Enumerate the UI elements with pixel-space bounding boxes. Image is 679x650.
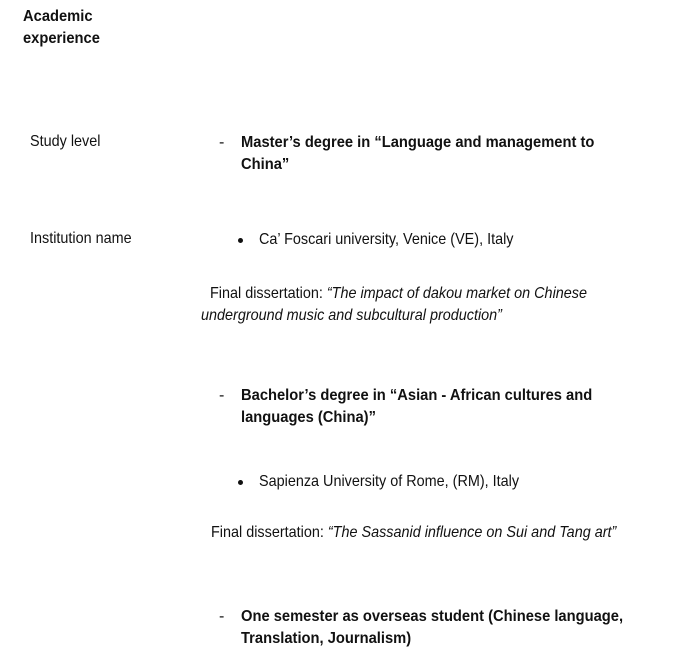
master-dissertation (201, 283, 615, 327)
list-dash: - (219, 608, 225, 625)
final-dissertation-label: Final dissertation: (210, 285, 323, 302)
bachelor-institution: Sapienza University of Rome, (RM), Italy (259, 473, 520, 490)
master-degree-title: Master’s degree in “Language and management to China” (241, 134, 595, 173)
study-level-label: Study level (30, 133, 101, 150)
final-dissertation-label: Final dissertation: (211, 524, 324, 541)
institution-name-label: Institution name (30, 230, 132, 247)
bachelor-dissertation-title: “The Sassanid influence on Sui and Tang art” (327, 524, 617, 541)
list-dash: - (219, 387, 225, 404)
section-title: Academic experience (23, 8, 100, 47)
list-dash: - (219, 134, 225, 151)
bullet-icon (238, 480, 243, 485)
master-institution: Ca’ Foscari university, Venice (VE), Italy (259, 231, 514, 248)
bachelor-degree-title: Bachelor’s degree in “Asian - African cultures and languages (China)” (241, 387, 593, 426)
overseas-semester-title: One semester as overseas student (Chinese language, Translation, Journalism) (241, 608, 624, 647)
bachelor-dissertation (211, 522, 643, 544)
master-dissertation-title: “The impact of dakou market on Chinese underground music and subcultural production” (201, 285, 587, 324)
bullet-icon (238, 238, 243, 243)
